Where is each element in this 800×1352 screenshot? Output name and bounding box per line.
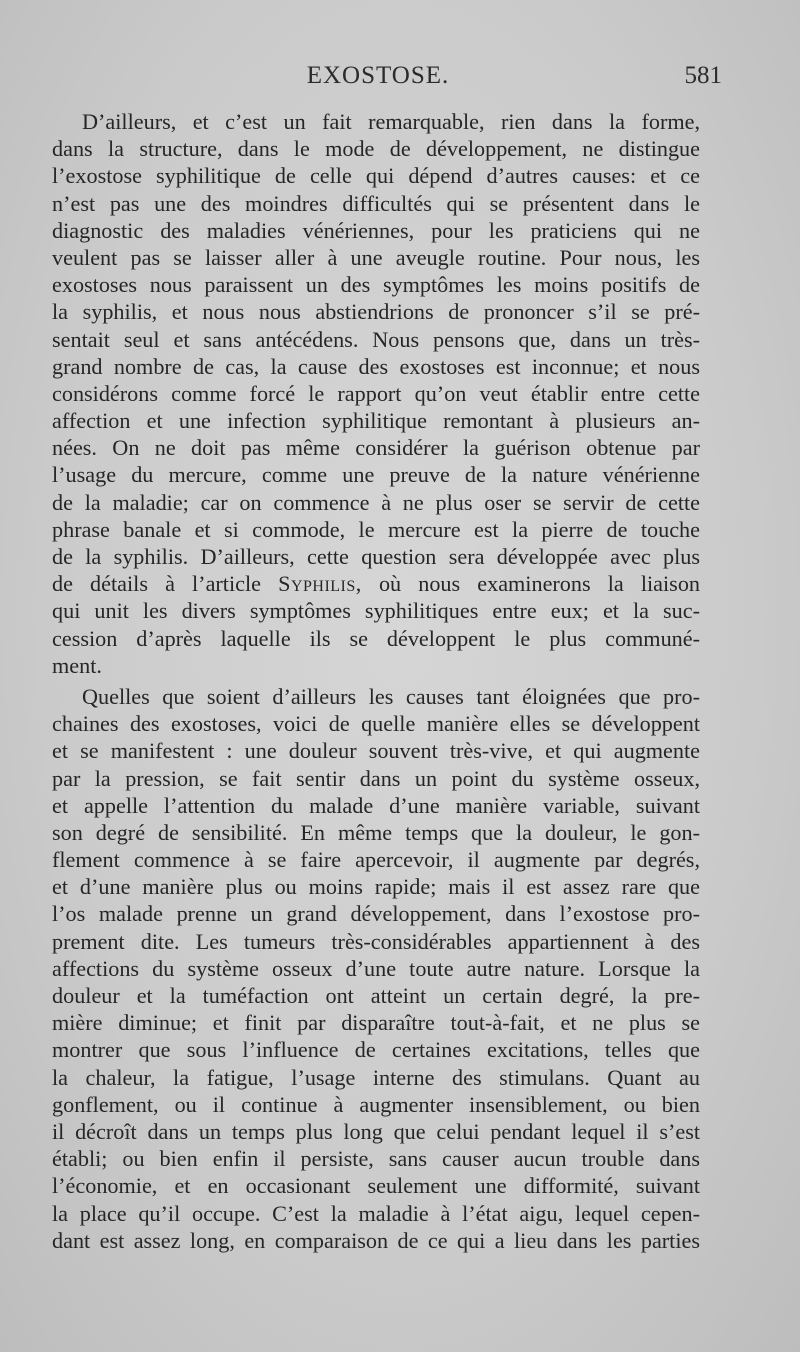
text-line: et appelle l’attention du malade d’une manière variable, suivant [52,792,700,818]
text-line: Quelles que soient d’ailleurs les causes tant éloignées que pro- [82,683,700,709]
text-line: la chaleur, la fatigue, l’usage interne des stimulans. Quant au [52,1064,700,1090]
paragraph-2 [52,683,700,1254]
text-line: montrer que sous l’influence de certaines excitations, telles que [52,1037,700,1063]
page-header [52,62,722,98]
text-line: sentait seul et sans antécédens. Nous pensons que, dans un très- [52,326,700,352]
text-line-with-smallcaps [52,570,700,597]
text-line: la place qu’il occupe. C’est la maladie à l’état aigu, lequel cepen- [52,1200,700,1226]
article-reference: Syphilis, [278,571,362,597]
page-number: 581 [684,62,722,89]
text-line: D’ailleurs, et c’est un fait remarquable, rien dans la forme, [82,109,700,134]
text-line: grand nombre de cas, la cause des exostoses est inconnue; et nous [52,353,700,379]
text-line: affections du système osseux d’une toute autre nature. Lorsque la [52,955,700,981]
text-line: affection et une infection syphilitique remontant à plusieurs an- [52,408,700,434]
text-line: la syphilis, et nous nous abstiendrions de prononcer s’il se pré- [52,299,700,325]
text-line: veulent pas se laisser aller à une aveugle routine. Pour nous, les [52,244,700,270]
text-line: il décroît dans un temps plus long que celui pendant lequel il s’est [52,1118,700,1144]
text-line: flement commence à se faire apercevoir, il augmente par degrés, [52,847,700,873]
text-line: l’os malade prenne un grand développement, dans l’exostose pro- [52,901,700,927]
text-line: mière diminue; et finit par disparaître tout-à-fait, et ne plus se [52,1010,700,1036]
text-line: l’économie, et en occasionant seulement une difformité, suivant [52,1173,700,1199]
text-fragment: où nous examinerons la liaison [378,571,701,597]
text-line: cession d’après laquelle ils se développent le plus communé- [52,625,700,651]
text-fragment: de détails à l’article [52,571,261,597]
text-line: chaines des exostoses, voici de quelle manière elles se développent [52,711,700,737]
text-line: diagnostic des maladies vénériennes, pour les praticiens qui ne [52,217,700,243]
text-line: ment. [52,652,102,678]
text-line: l’usage du mercure, comme une preuve de la nature vénérienne [52,462,700,488]
text-line: établi; ou bien enfin il persiste, sans causer aucun trouble dans [52,1146,700,1172]
text-line: et d’une manière plus ou moins rapide; mais il est assez rare que [52,874,700,900]
text-line: douleur et la tuméfaction ont atteint un certain degré, la pre- [52,983,700,1008]
text-line: de la maladie; car on commence à ne plus oser se servir de cette [52,489,700,515]
text-line: son degré de sensibilité. En même temps que la douleur, le gon- [52,819,700,845]
text-line: l’exostose syphilitique de celle qui dépend d’autres causes: et ce [52,163,700,189]
text-line: exostoses nous paraissent un des symptômes les moins positifs de [52,272,700,298]
text-line: prement dite. Les tumeurs très-considérables appartiennent à des [52,928,700,954]
running-title: EXOSTOSE. [306,62,450,89]
text-line: et se manifestent : une douleur souvent très-vive, et qui augmente [52,738,700,764]
text-line: phrase banale et si commode, le mercure est la pierre de touche [52,516,700,542]
text-line: dant est assez long, en comparaison de ce qui a lieu dans les parties [52,1227,700,1253]
text-line: n’est pas une des moindres difficultés qui se présentent dans le [52,190,700,216]
body-text [52,108,700,1254]
text-line: dans la structure, dans le mode de développement, ne distingue [52,136,700,162]
text-line: de la syphilis. D’ailleurs, cette question sera développée avec plus [52,544,700,569]
text-line: nées. On ne doit pas même considérer la guérison obtenue par [52,435,700,461]
paragraph-1 [52,108,700,679]
text-line: considérons comme forcé le rapport qu’on veut établir entre cette [52,380,700,406]
text-line: qui unit les divers symptômes syphilitiques entre eux; et la suc- [52,598,700,624]
text-line: gonflement, ou il continue à augmenter insensiblement, ou bien [52,1091,700,1117]
text-line: par la pression, se fait sentir dans un point du système osseux, [52,765,700,791]
